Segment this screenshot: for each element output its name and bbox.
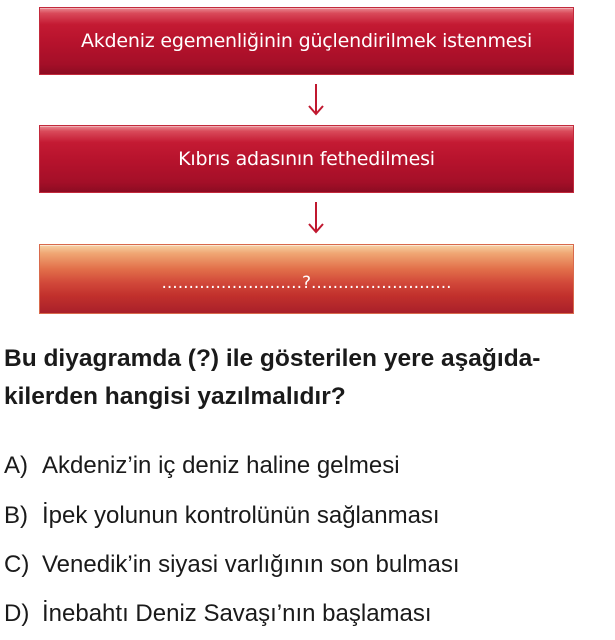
diagram-box-1-text: Akdeniz egemenliğinin güçlendirilmek istenmesi: [80, 30, 533, 52]
diagram-box-1: [40, 8, 573, 74]
option-a[interactable]: [4, 452, 400, 480]
option-c-text: Venedik’in siyasi varlığının son bulması: [42, 551, 460, 578]
diagram-box-2: [40, 126, 573, 192]
option-c[interactable]: [4, 551, 460, 579]
option-d-text: İnebahtı Deniz Savaşı’nın başlaması: [42, 600, 432, 627]
option-b[interactable]: [4, 502, 440, 530]
option-c-letter: C): [4, 551, 30, 578]
option-a-letter: A): [4, 452, 28, 479]
diagram-box-3-text: ..........................?..........................: [161, 273, 452, 293]
option-b-letter: B): [4, 502, 28, 529]
option-d-letter: D): [4, 600, 30, 627]
question-text: [4, 340, 610, 416]
option-d[interactable]: [4, 600, 432, 628]
down-arrow-icon: [306, 82, 326, 118]
diagram-box-3: [40, 245, 573, 313]
question-line-1: Bu diyagramda (?) ile gösterilen yere aşağıda-: [4, 345, 541, 372]
option-a-text: Akdeniz’in iç deniz haline gelmesi: [42, 452, 400, 479]
option-b-text: İpek yolunun kontrolünün sağlanması: [42, 502, 440, 529]
down-arrow-icon: [306, 200, 326, 236]
question-line-2: kilerden hangisi yazılmalıdır?: [4, 383, 346, 410]
diagram-box-2-text: Kıbrıs adasının fethedilmesi: [178, 148, 435, 170]
